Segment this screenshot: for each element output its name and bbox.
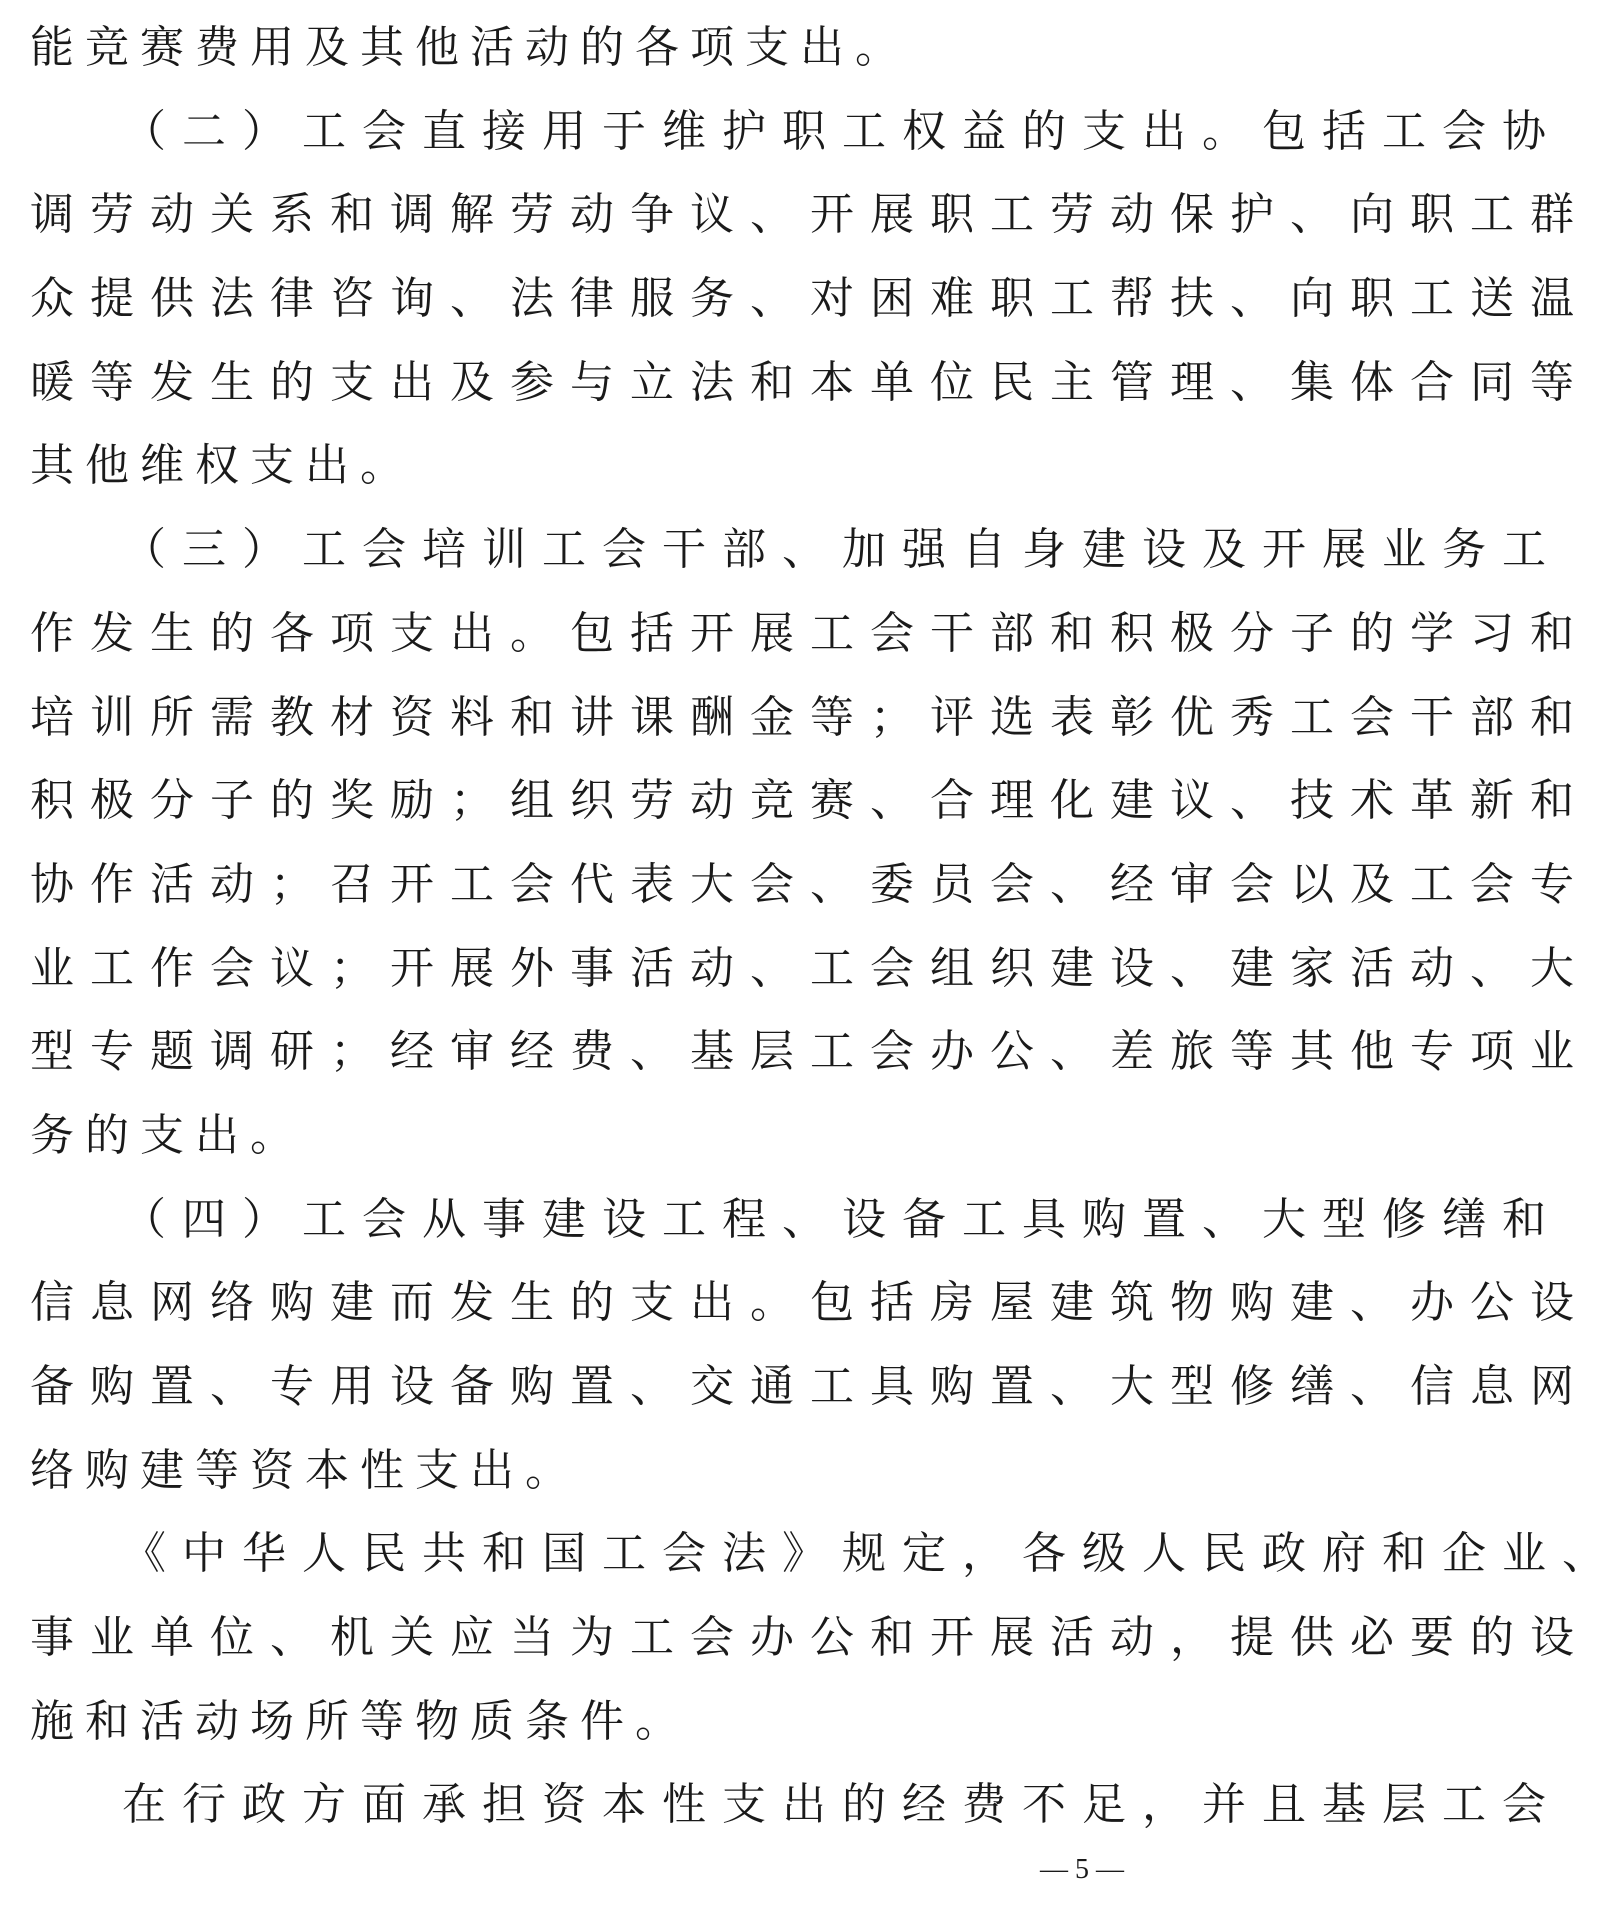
text-line: 络购建等资本性支出。 bbox=[30, 1444, 580, 1496]
text-line: 信息网络购建而发生的支出。包括房屋建筑物购建、办公设 bbox=[30, 1277, 1590, 1329]
body-text bbox=[30, 6, 1622, 1847]
text-line: 事业单位、机关应当为工会办公和开展活动，提供必要的设 bbox=[30, 1612, 1590, 1664]
text-line: 积极分子的奖励；组织劳动竞赛、合理化建议、技术革新和 bbox=[30, 775, 1590, 827]
text-line: 务的支出。 bbox=[30, 1109, 305, 1161]
text-line: 备购置、专用设备购置、交通工具购置、大型修缮、信息网 bbox=[30, 1361, 1590, 1412]
text-line: 在行政方面承担资本性支出的经费不足，并且基层工会 bbox=[122, 1779, 1562, 1831]
text-line: 调劳动关系和调解劳动争议、开展职工劳动保护、向职工群 bbox=[30, 189, 1590, 241]
text-line: （二）工会直接用于维护职工权益的支出。包括工会协 bbox=[122, 105, 1562, 157]
text-line: 众提供法律咨询、法律服务、对困难职工帮扶、向职工送温 bbox=[30, 273, 1590, 325]
text-line: 暖等发生的支出及参与立法和本单位民主管理、集体合同等 bbox=[30, 356, 1590, 408]
text-line: 培训所需教材资料和讲课酬金等；评选表彰优秀工会干部和 bbox=[30, 691, 1590, 743]
text-line: 《中华人民共和国工会法》规定，各级人民政府和企业、 bbox=[122, 1528, 1622, 1580]
text-line: 能竞赛费用及其他活动的各项支出。 bbox=[30, 22, 910, 73]
text-line: 型专题调研；经审经费、基层工会办公、差旅等其他专项业 bbox=[30, 1026, 1590, 1078]
text-line: 业工作会议；开展外事活动、工会组织建设、建家活动、大 bbox=[30, 942, 1590, 994]
text-line: （四）工会从事建设工程、设备工具购置、大型修缮和 bbox=[122, 1193, 1562, 1245]
page-number: — 5 — bbox=[1040, 1854, 1124, 1885]
text-line: 其他维权支出。 bbox=[30, 440, 415, 492]
text-line: （三）工会培训工会干部、加强自身建设及开展业务工 bbox=[122, 524, 1562, 576]
text-line: 施和活动场所等物质条件。 bbox=[30, 1695, 690, 1747]
text-line: 作发生的各项支出。包括开展工会干部和积极分子的学习和 bbox=[30, 607, 1590, 659]
text-line: 协作活动；召开工会代表大会、委员会、经审会以及工会专 bbox=[30, 858, 1590, 910]
